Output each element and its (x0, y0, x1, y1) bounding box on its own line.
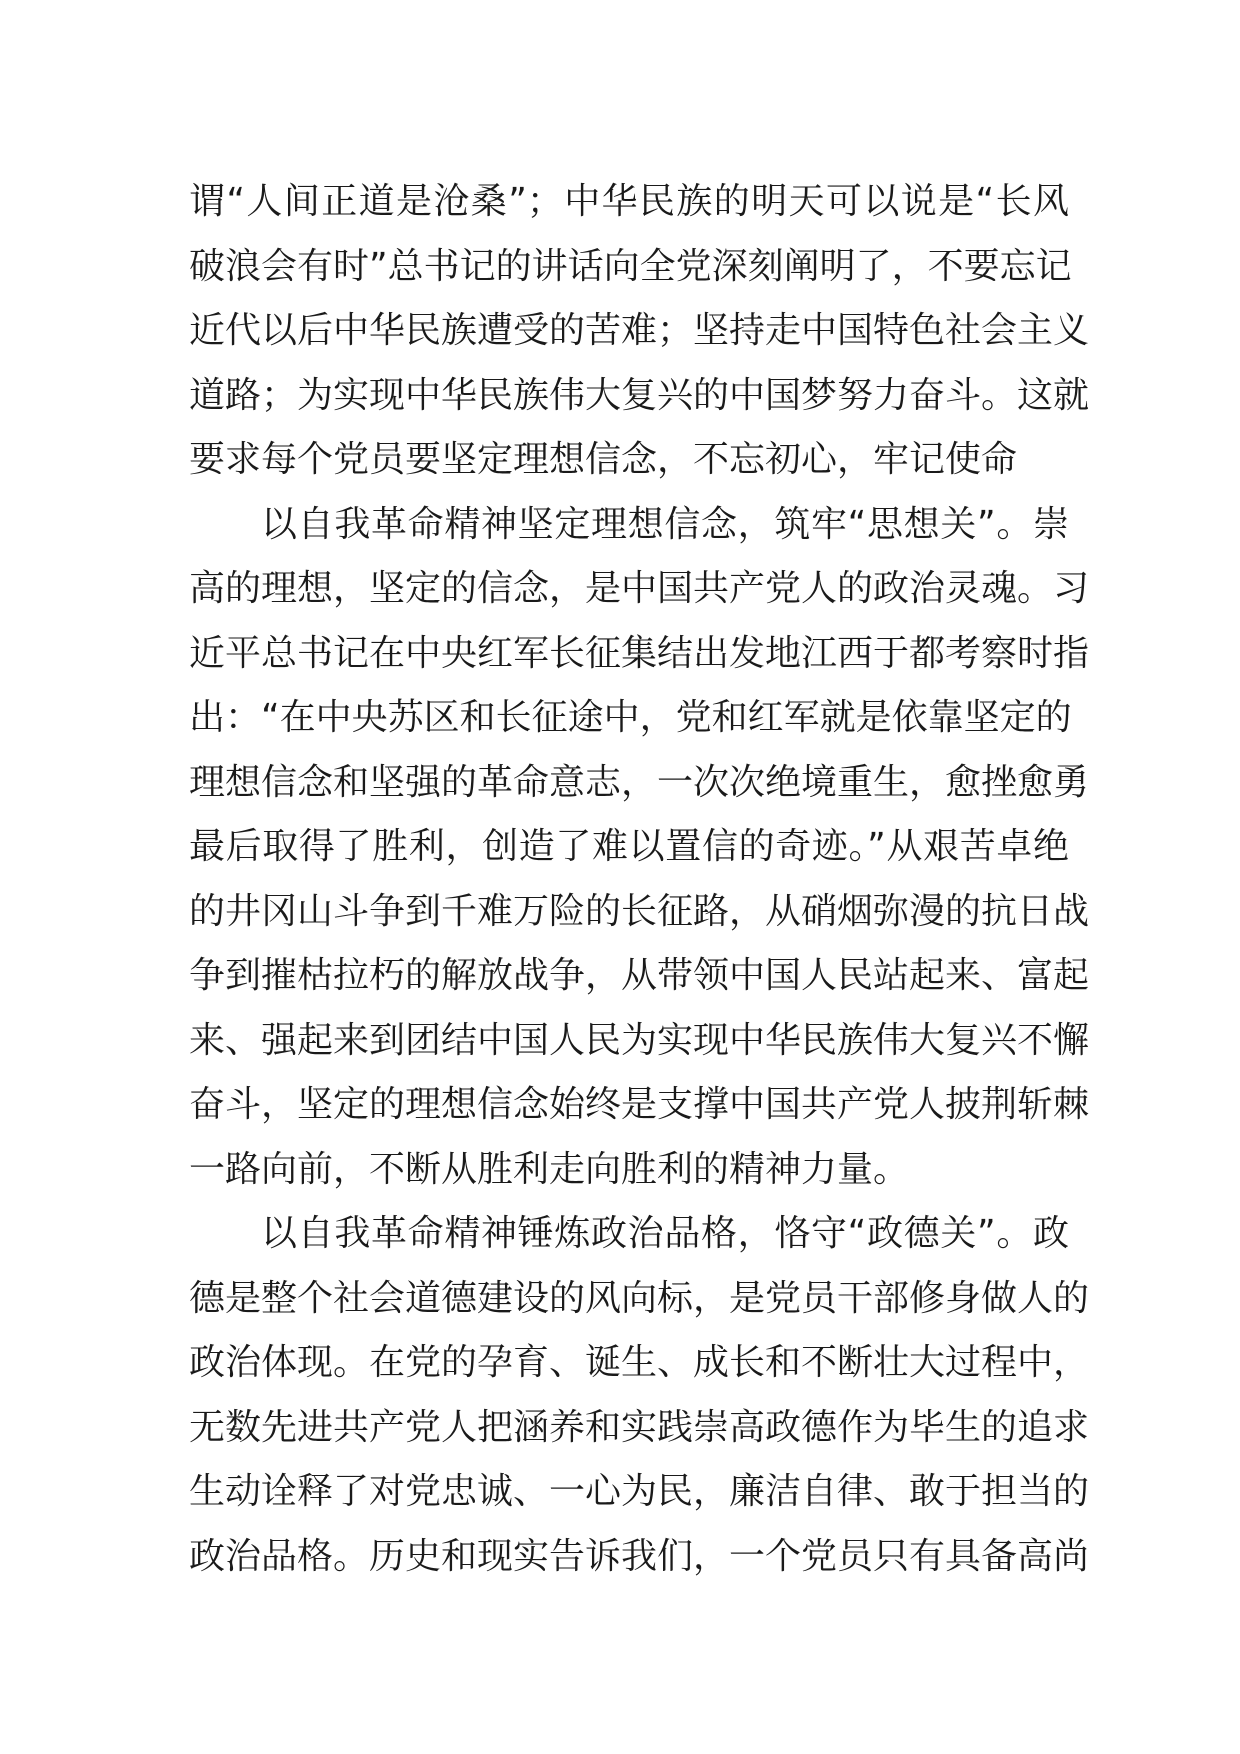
text-line: 近平总书记在中央红军长征集结出发地江西于都考察时指 (189, 632, 1090, 674)
text-line: 出：“在中央苏区和长征途中，党和红军就是依靠坚定的 (189, 697, 1072, 738)
text-line: 近代以后中华民族遭受的苦难；坚持走中国特色社会主义 (189, 310, 1090, 351)
text-line: 德是整个社会道德建设的风向标，是党员干部修身做人的 (189, 1277, 1090, 1319)
text-line: 争到摧枯拉朽的解放战争，从带领中国人民站起来、富起 (189, 955, 1090, 996)
text-line: 政治品格。历史和现实告诉我们，一个党员只有具备高尚 (189, 1535, 1090, 1577)
text-line: 道路；为实现中华民族伟大复兴的中国梦努力奋斗。这就 (189, 374, 1090, 416)
text-line: 谓“人间正道是沧桑”；中华民族的明天可以说是“长风 (189, 181, 1069, 222)
text-line: 最后取得了胜利，创造了难以置信的奇迹。”从艰苦卓绝 (189, 826, 1069, 867)
text-line: 一路向前，不断从胜利走向胜利的精神力量。 (189, 1148, 910, 1190)
text-line: 生动诠释了对党忠诚、一心为民，廉洁自律、敢于担当的 (189, 1471, 1090, 1512)
paragraph-start-line: 以自我革命精神坚定理想信念，筑牢“思想关”。崇 (261, 503, 1069, 545)
text-line: 奋斗，坚定的理想信念始终是支撑中国共产党人披荆斩棘 (189, 1084, 1090, 1125)
text-line: 来、强起来到团结中国人民为实现中华民族伟大复兴不懈 (189, 1019, 1090, 1061)
text-line: 破浪会有时”总书记的讲话向全党深刻阐明了，不要忘记 (189, 245, 1072, 287)
text-line: 政治体现。在党的孕育、诞生、成长和不断壮大过程中， (189, 1342, 1090, 1383)
text-line: 的井冈山斗争到千难万险的长征路，从硝烟弥漫的抗日战 (189, 890, 1090, 932)
paragraph-start-line: 以自我革命精神锤炼政治品格，恪守“政德关”。政 (261, 1213, 1069, 1254)
text-line: 高的理想，坚定的信念，是中国共产党人的政治灵魂。习 (189, 568, 1090, 609)
body-text (189, 170, 1090, 1589)
text-line: 要求每个党员要坚定理想信念，不忘初心，牢记使命 (189, 439, 1018, 480)
text-line: 理想信念和坚强的革命意志，一次次绝境重生，愈挫愈勇 (189, 761, 1090, 803)
text-line: 无数先进共产党人把涵养和实践崇高政德作为毕生的追求 (189, 1406, 1090, 1448)
